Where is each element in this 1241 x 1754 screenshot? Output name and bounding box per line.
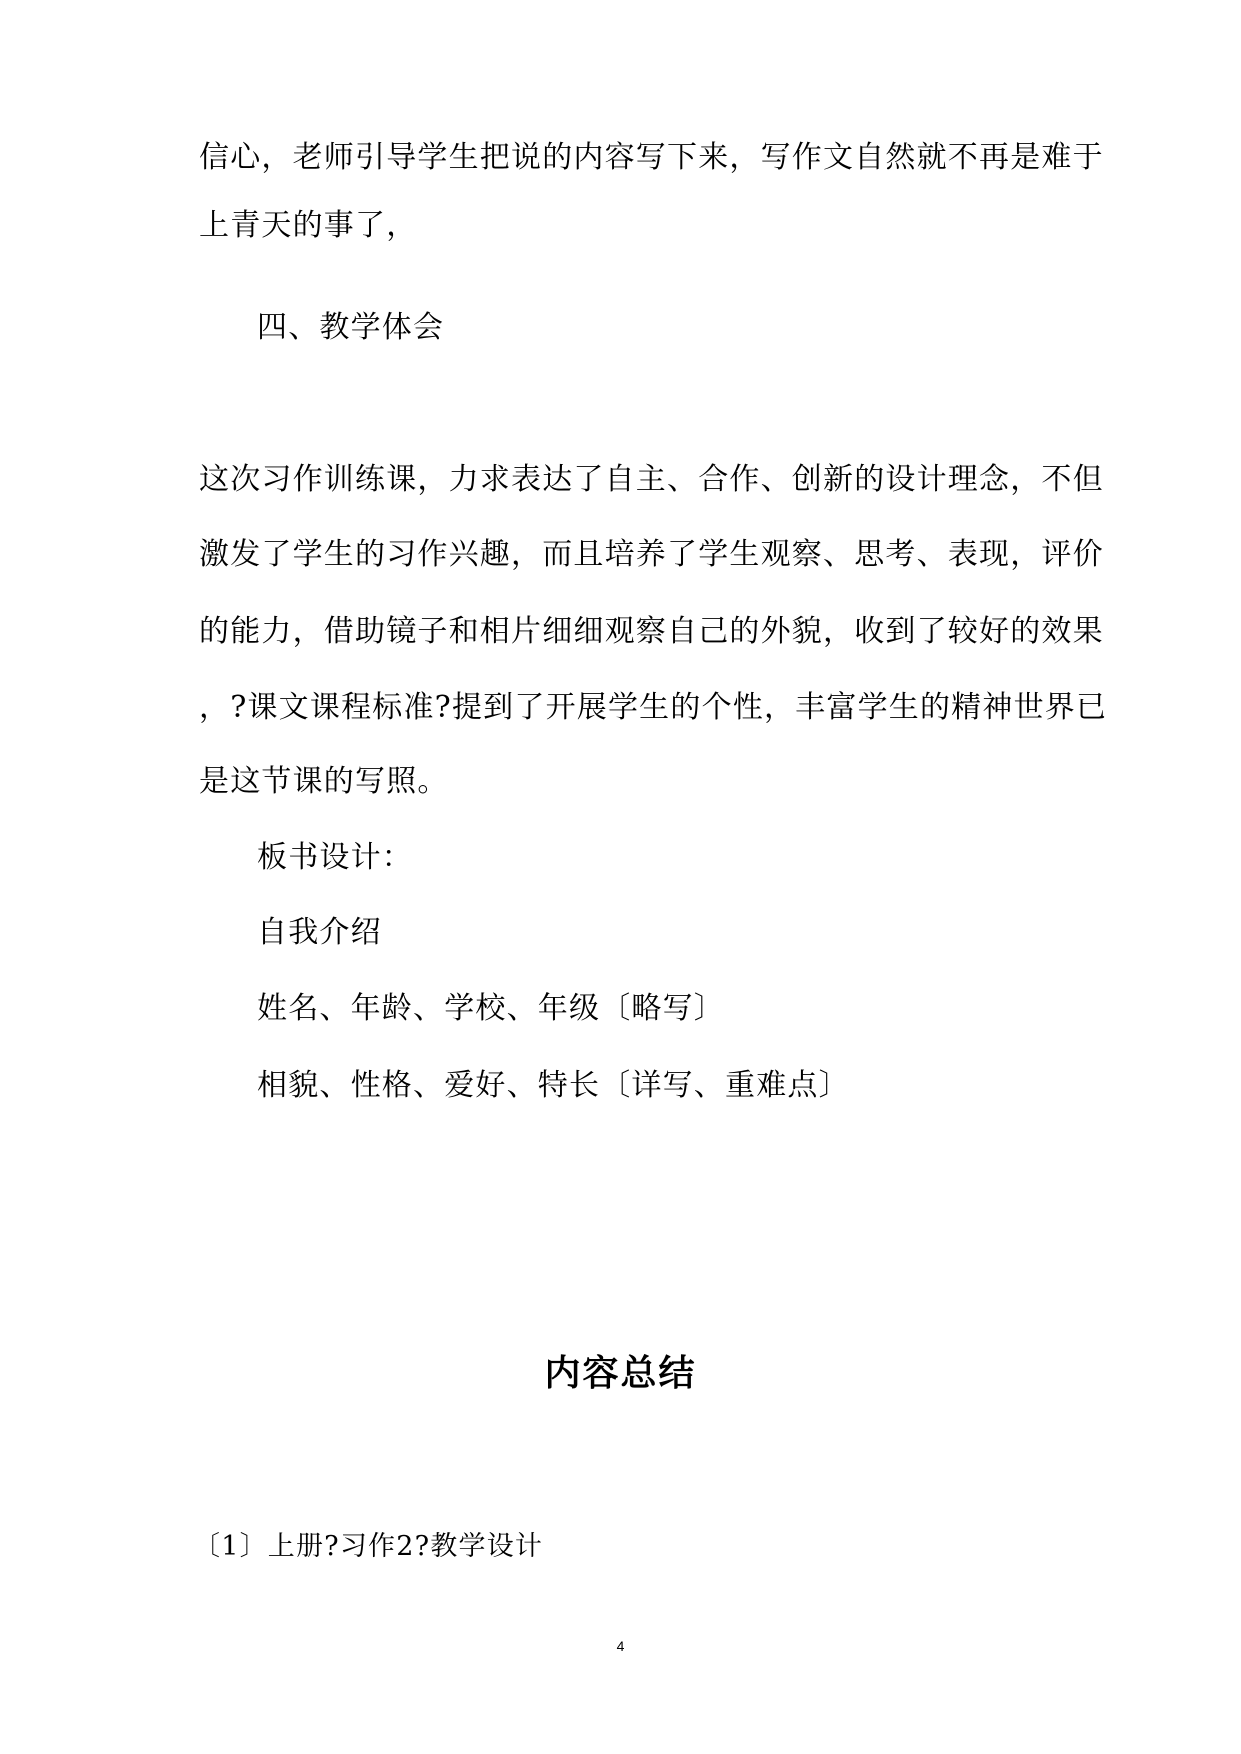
paragraph-line: 的能力，借助镜子和相片细细观察自己的外貌，收到了较好的效果 [199, 614, 1104, 649]
paragraph-line: 是这节课的写照。 [199, 764, 449, 799]
page-number: 4 [616, 1638, 625, 1654]
paragraph-line: 这次习作训练课，力求表达了自主、合作、创新的设计理念，不但 [199, 462, 1104, 497]
paragraph-line: 信心，老师引导学生把说的内容写下来，写作文自然就不再是难于 [199, 140, 1104, 175]
board-design-item: 相貌、性格、爱好、特长〔详写、重难点〕 [257, 1068, 850, 1103]
board-design-item: 姓名、年龄、学校、年级〔略写〕 [257, 991, 725, 1026]
section-heading: 四、教学体会 [257, 310, 445, 345]
paragraph-line: 激发了学生的习作兴趣，而且培养了学生观察、思考、表现，评价 [199, 537, 1104, 572]
board-design-label: 板书设计： [257, 840, 413, 875]
board-design-title: 自我介绍 [257, 915, 382, 950]
summary-item: 〔1〕上册?习作2?教学设计 [193, 1531, 544, 1562]
paragraph-line: ，?课文课程标准?提到了开展学生的个性，丰富学生的精神世界已 [199, 690, 1108, 725]
summary-heading: 内容总结 [544, 1353, 697, 1394]
paragraph-line: 上青天的事了， [199, 208, 418, 243]
